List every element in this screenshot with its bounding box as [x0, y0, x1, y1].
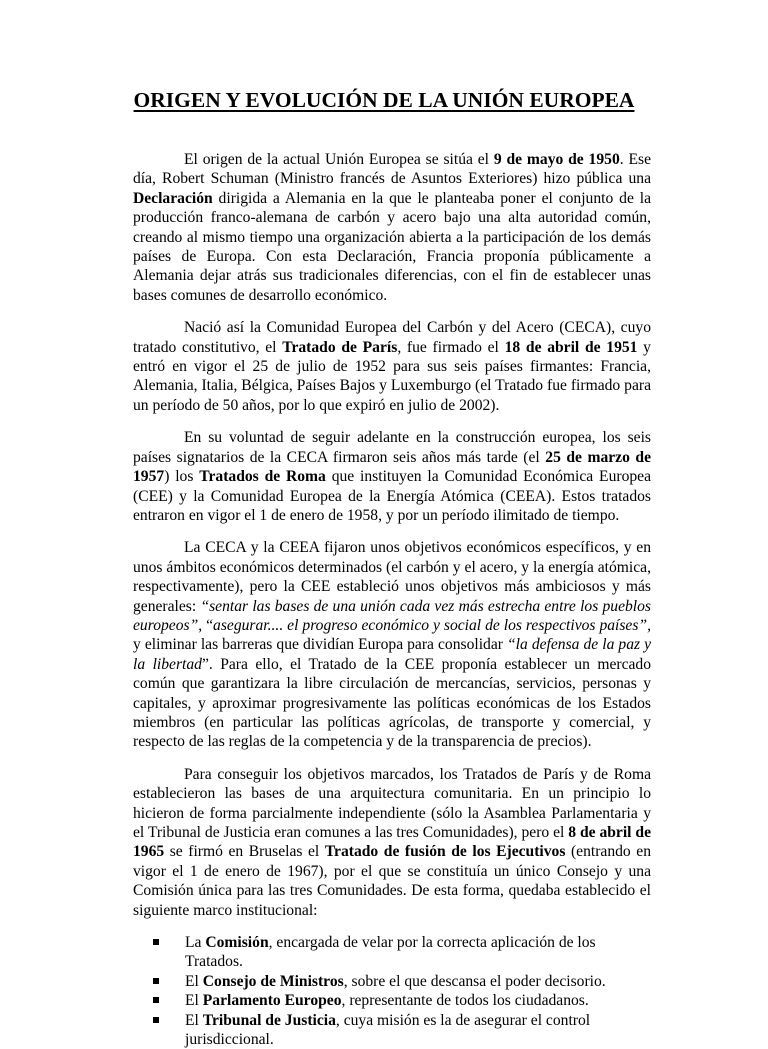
- italic-text: “la defensa de la paz y la libertad: [133, 636, 652, 673]
- italic-text: “sentar las bases de una unión cada vez más estrecha entre los pueblos europeos”: [133, 597, 652, 634]
- bold-text: Parlamento Europeo: [202, 992, 342, 1010]
- text-run: , fue firmado el: [397, 338, 505, 356]
- bold-text: 18 de abril de 1951: [504, 338, 638, 356]
- paragraph: [133, 765, 651, 920]
- paragraphs: [133, 150, 651, 920]
- bold-text: 25 de marzo de 1957: [133, 448, 652, 486]
- bold-text: Consejo de Ministros: [202, 972, 344, 990]
- text-run: (entrando en vigor el 1 de enero de 1967), por el que se constituía un único Consejo y una Comisión única para las tres Comunidades. De esta forma, quedaba establecido el siguiente marco institucional:: [133, 843, 651, 919]
- bold-text: Tratados de Roma: [199, 468, 326, 486]
- document-title: ORIGEN Y EVOLUCIÓN DE LA UNIÓN EUROPEA: [133, 88, 635, 112]
- text-run: La CECA y la CEEA fijaron unos objetivos económicos específicos, y en unos ámbitos económicos determinados (el carbón y el acero, y la energía atómica, respectivamente), pero la CEE estableció unos objetivos más ambiciosos y más generales:: [133, 539, 651, 615]
- italic-text: asegurar.... el progreso económico y social de los respectivos países”,: [213, 616, 651, 634]
- text-run: , sobre el que descansa el poder decisorio.: [343, 972, 606, 990]
- text-run: se firmó en Bruselas el: [164, 843, 325, 861]
- paragraph: [133, 428, 651, 525]
- document-body: [133, 150, 651, 1049]
- text-run: ) los: [164, 468, 200, 486]
- paragraph: [133, 318, 651, 415]
- text-run: Para conseguir los objetivos marcados, los Tratados de París y de Roma establecieron las bases de una arquitectura comunitaria. En un principio lo hicieron de forma parcialmente independiente (sólo la Asamblea Parlamentaria y el Tribunal de Justicia eran comunes a las tres Comunidades), pero el: [133, 765, 651, 841]
- institution-list: [133, 933, 651, 1049]
- bold-text: Comisión: [205, 934, 269, 952]
- list-item: [133, 972, 651, 991]
- bold-text: Tratado de fusión de los Ejecutivos: [324, 843, 566, 861]
- text-run: El origen de la actual Unión Europea se sitúa el: [184, 151, 494, 168]
- text-run: ”. Para ello, el Tratado de la CEE proponía establecer un mercado común que garantizara la libre circulación de mercancías, servicios, personas y capitales, y aproximar progresivamente las políticas económicas de los Estados miembros (en particular las políticas agrícolas, de transporte y comercial, y respecto de las reglas de la competencia y de la transparencia de precios).: [133, 655, 651, 751]
- text-run: , encargada de velar por la correcta aplicación de los Tratados.: [185, 934, 596, 971]
- text-run: dirigida a Alemania en la que le planteaba poner el conjunto de la producción franco-alemana de carbón y acero bajo una alta autoridad común, creando al mismo tiempo una organización abierta a la participación de los demás países de Europa. Con esta Declaración, Francia proponía públicamente a Alemania dejar atrás sus tradicionales diferencias, con el fin de establecer unas bases comunes de desarrollo económico.: [133, 189, 651, 304]
- text-run: , “: [198, 616, 214, 634]
- bold-text: 8 de abril de 1965: [133, 824, 651, 861]
- list-item: [133, 1011, 651, 1049]
- text-run: y entró en vigor el 25 de julio de 1952 para sus seis países firmantes: Francia, Alemania, Italia, Bélgica, Países Bajos y Luxemburgo (el Tratado fue firmado para un período de 50 años, por lo que expiró en julio de 2002).: [133, 338, 651, 414]
- text-run: y eliminar las barreras que dividían Europa para consolidar: [133, 636, 507, 654]
- paragraph: [133, 538, 651, 751]
- list-item: [133, 933, 651, 972]
- bold-text: Tratado de París: [282, 338, 398, 356]
- paragraph: [133, 150, 651, 305]
- list-item: [133, 991, 651, 1010]
- text-run: . Ese día, Robert Schuman (Ministro francés de Asuntos Exteriores) hizo pública una: [133, 151, 651, 188]
- text-run: En su voluntad de seguir adelante en la construcción europea, los seis países signatarios de la CECA firmaron seis años más tarde (el: [133, 429, 651, 466]
- bold-text: Tribunal de Justicia: [202, 1011, 336, 1029]
- text-run: , cuya misión es la de asegurar el control jurisdiccional.: [185, 1011, 591, 1049]
- text-run: que instituyen la Comunidad Económica Europea (CEE) y la Comunidad Europea de la Energía Atómica (CEEA). Estos tratados entraron en vigor el 1 de enero de 1958, y por un período ilimitado de tiempo.: [133, 468, 652, 524]
- text-run: El: [185, 992, 203, 1010]
- bold-text: 9 de mayo de 1950: [493, 151, 620, 168]
- bold-text: Declaración: [133, 189, 213, 207]
- text-run: , representante de todos los ciudadanos.: [341, 992, 589, 1010]
- text-run: El: [185, 972, 203, 990]
- text-run: Nació así la Comunidad Europea del Carbón y del Acero (CECA), cuyo tratado constitutivo, el: [133, 319, 651, 356]
- text-run: La: [185, 934, 206, 952]
- text-run: El: [185, 1011, 203, 1029]
